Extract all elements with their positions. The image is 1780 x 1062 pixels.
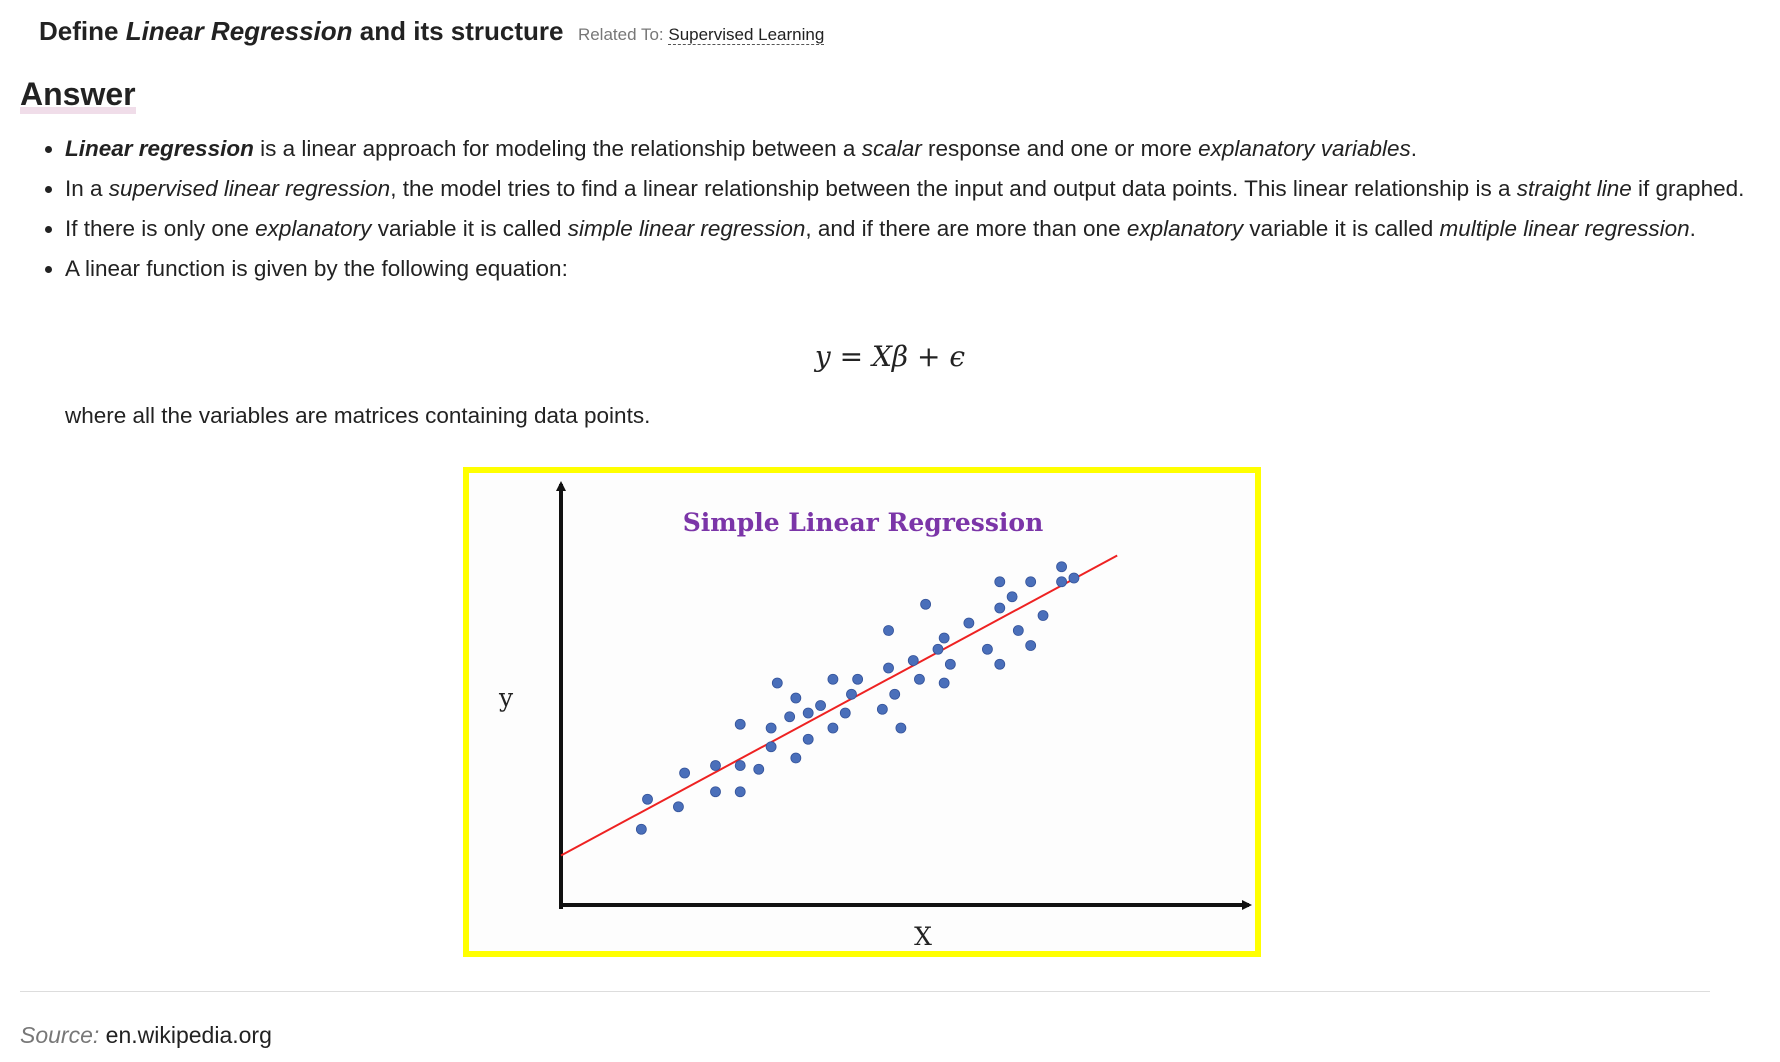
text-segment: . <box>1410 136 1418 161</box>
title-suffix: and its structure <box>352 16 564 46</box>
regression-figure <box>463 467 1261 957</box>
data-point <box>643 794 653 804</box>
data-point <box>939 678 949 688</box>
answer-bullet-list <box>20 132 1755 292</box>
data-point <box>766 723 776 733</box>
question-title <box>39 16 563 47</box>
source-value: en.wikipedia.org <box>105 1022 272 1048</box>
data-point <box>884 626 894 636</box>
y-axis-label: y <box>498 683 514 712</box>
divider <box>20 991 1710 992</box>
data-point <box>890 689 900 699</box>
data-point <box>846 689 856 699</box>
data-point <box>995 603 1005 613</box>
data-point <box>995 577 1005 587</box>
data-point <box>735 787 745 797</box>
text-segment: if graphed. <box>1631 176 1745 201</box>
data-point <box>1057 577 1067 587</box>
data-point <box>1069 573 1079 583</box>
data-point <box>785 712 795 722</box>
data-point <box>711 787 721 797</box>
text-segment: is a linear approach for modeling the relationship between a <box>253 136 862 161</box>
answer-bullet <box>65 132 1755 166</box>
italic-term: scalar <box>861 136 922 161</box>
data-point <box>840 708 850 718</box>
answer-bullet <box>65 172 1755 206</box>
data-point <box>1026 577 1036 587</box>
source-label: Source: <box>20 1022 100 1048</box>
italic-term: straight line <box>1516 176 1632 201</box>
data-point <box>896 723 906 733</box>
x-axis-label: X <box>914 922 932 951</box>
answer-bullet <box>65 252 1755 286</box>
text-segment: In a <box>65 176 109 201</box>
text-segment: variable it is called <box>1243 216 1440 241</box>
data-point <box>877 704 887 714</box>
text-segment: , and if there are more than one <box>805 216 1127 241</box>
data-point <box>945 659 955 669</box>
source-line <box>20 1022 272 1049</box>
data-point <box>853 674 863 684</box>
data-point <box>995 659 1005 669</box>
data-point <box>884 663 894 673</box>
data-point <box>828 674 838 684</box>
text-segment: , the model tries to find a linear relationship between the input and output data points. This linear relationship is a <box>390 176 1517 201</box>
data-point <box>803 708 813 718</box>
answer-bullet <box>65 212 1755 246</box>
title-prefix: Define <box>39 16 126 46</box>
scatter-chart <box>469 473 1255 951</box>
data-point <box>1026 641 1036 651</box>
data-point <box>791 693 801 703</box>
text-segment: If there is only one <box>65 216 256 241</box>
data-point <box>1038 611 1048 621</box>
data-point <box>680 768 690 778</box>
bold-italic-term: Linear regression <box>65 136 254 161</box>
data-point <box>1057 562 1067 572</box>
data-point <box>754 764 764 774</box>
data-point <box>964 618 974 628</box>
data-point <box>982 644 992 654</box>
related-label: Related To: <box>577 25 669 44</box>
data-point <box>933 644 943 654</box>
italic-term: simple linear regression <box>567 216 806 241</box>
data-point <box>735 761 745 771</box>
related-topic-link[interactable]: Supervised Learning <box>668 25 825 44</box>
italic-term: explanatory <box>1126 216 1244 241</box>
question-header <box>39 16 824 47</box>
italic-term: explanatory variables <box>1198 136 1411 161</box>
data-point <box>1007 592 1017 602</box>
data-point <box>939 633 949 643</box>
title-emphasis: Linear Regression <box>125 16 353 46</box>
italic-term: multiple linear regression <box>1439 216 1690 241</box>
data-point <box>828 723 838 733</box>
data-point <box>673 802 683 812</box>
data-point <box>914 674 924 684</box>
regression-line <box>561 556 1117 856</box>
data-point <box>803 734 813 744</box>
formula-note: where all the variables are matrices containing data points. <box>65 403 651 428</box>
data-point <box>711 761 721 771</box>
related-to <box>578 25 824 45</box>
data-point <box>791 753 801 763</box>
text-segment: . <box>1689 216 1696 241</box>
data-point <box>1013 626 1023 636</box>
data-point <box>636 824 646 834</box>
data-point <box>735 719 745 729</box>
italic-term: supervised linear regression <box>108 176 391 201</box>
text-segment: response and one or more <box>921 136 1199 161</box>
answer-heading: Answer <box>20 76 136 112</box>
plot-area <box>561 556 1117 856</box>
italic-term: explanatory <box>255 216 372 241</box>
text-segment: variable it is called <box>371 216 568 241</box>
text-segment: A linear function is given by the following equation: <box>65 256 568 281</box>
data-point <box>772 678 782 688</box>
chart-title: Simple Linear Regression <box>682 508 1044 537</box>
data-point <box>766 742 776 752</box>
regression-formula: y = Xβ + ϵ <box>814 340 966 373</box>
data-point <box>816 701 826 711</box>
data-point <box>908 656 918 666</box>
data-point <box>921 599 931 609</box>
